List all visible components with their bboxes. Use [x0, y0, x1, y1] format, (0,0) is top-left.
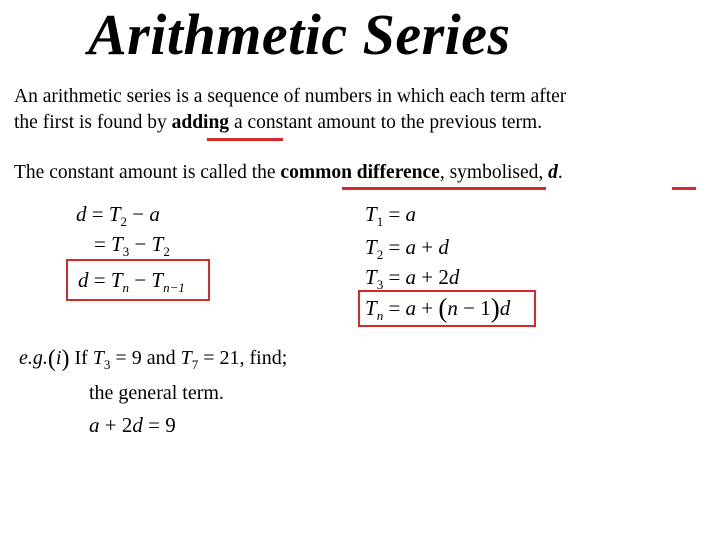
equation-t1: $T_1 = a$ — [365, 202, 417, 229]
adding-underline — [207, 138, 283, 141]
equation-t2: $T_2 = a + d$ — [365, 235, 449, 262]
equation-d-t2-minus-a: $d = T_2 - a$ — [76, 202, 160, 229]
common-difference-keyword: common difference — [280, 162, 440, 183]
adding-keyword: adding — [171, 112, 230, 133]
general-term-task: the general term. — [89, 382, 224, 404]
d-underline — [672, 187, 696, 190]
common-difference-underline — [342, 187, 546, 190]
equation-a-plus-2d: a + 2d = 9 — [89, 413, 176, 437]
intro-line-1: An arithmetic series is a sequence of numbers in which each term after — [14, 86, 567, 107]
d-symbol: d — [548, 162, 558, 183]
example-statement: e.g.(i) If $T_3 = 9$ and $T_7 = 21$, find; — [19, 346, 288, 372]
common-difference-line: The constant amount is called the common difference, symbolised, d. — [14, 162, 563, 183]
equation-tn: $T_n = a + (n - 1)d$ — [365, 293, 511, 323]
intro-line-2: the first is found by adding a constant amount to the previous term. — [14, 112, 543, 133]
equation-t3: $T_3 = a + 2d$ — [365, 265, 460, 292]
page-title: Arithmetic Series — [88, 2, 511, 67]
equation-d-tn-minus-tn-1: $d = T_n - T_{n-1}$ — [78, 268, 185, 295]
equation-t3-minus-t2: = $T_3 - T_2$ — [94, 232, 170, 259]
